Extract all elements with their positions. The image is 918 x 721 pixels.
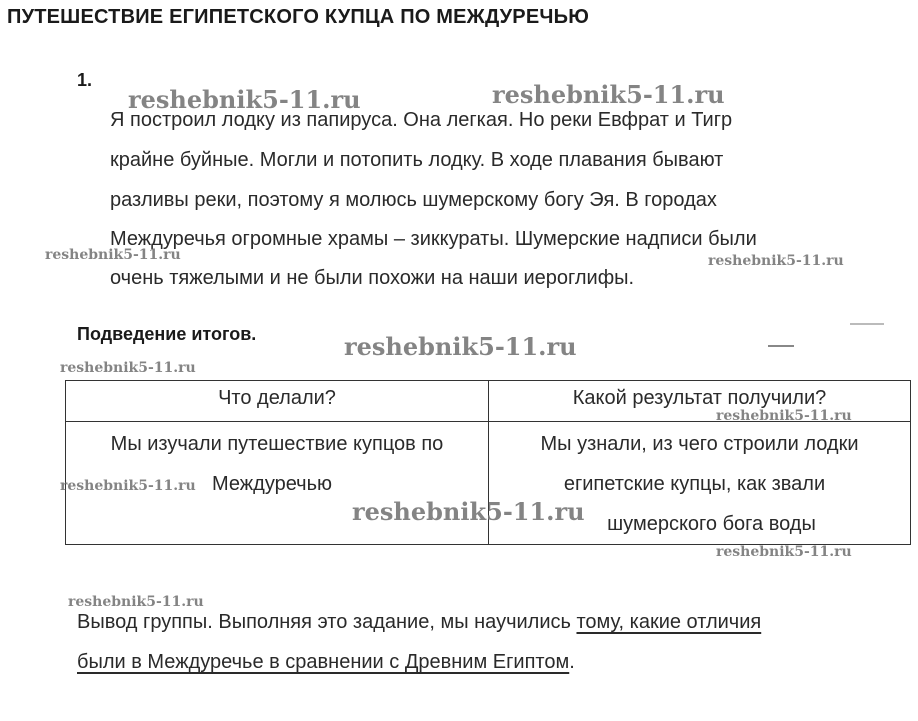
table-cell-right <box>489 422 911 545</box>
table-header-cell: Что делали? <box>66 381 489 422</box>
watermark: reshebnik5-11.ru <box>344 332 577 361</box>
watermark: reshebnik5-11.ru <box>352 497 585 526</box>
task-text-line: очень тяжелыми и не были похожи на наши иероглифы. <box>110 267 635 289</box>
watermark: reshebnik5-11.ru <box>45 247 181 263</box>
page-title: ПУТЕШЕСТВИЕ ЕГИПЕТСКОГО КУПЦА ПО МЕЖДУРЕЧЬЮ <box>7 6 590 28</box>
conclusion-suffix: . <box>569 651 575 673</box>
watermark: reshebnik5-11.ru <box>60 478 196 494</box>
task-text-line: Я построил лодку из папируса. Она легкая. Но реки Евфрат и Тигр <box>110 109 733 131</box>
table-header-cell: Какой результат получили? <box>489 381 911 422</box>
watermark: reshebnik5-11.ru <box>60 360 196 376</box>
watermark: reshebnik5-11.ru <box>708 253 844 269</box>
conclusion-underlined-2: были в Междуречье в сравнении с Древним Египтом <box>77 651 570 673</box>
conclusion-prefix: Вывод группы. Выполняя это задание, мы научились <box>77 611 577 633</box>
cell-text-line: египетские купцы, как звали <box>563 473 826 495</box>
cell-text-line: Мы узнали, из чего строили лодки <box>540 433 859 455</box>
watermark: reshebnik5-11.ru <box>68 594 204 610</box>
watermark: reshebnik5-11.ru <box>716 408 852 424</box>
stray-mark <box>850 323 884 325</box>
watermark: reshebnik5-11.ru <box>716 544 852 560</box>
stray-mark <box>768 345 794 347</box>
cell-text-line: шумерского бога воды <box>607 513 816 535</box>
task-number: 1. <box>77 70 93 90</box>
conclusion-underlined-1: тому, какие отличия <box>576 611 762 633</box>
cell-text-line: Мы изучали путешествие купцов по <box>110 433 444 455</box>
task-text-line: разливы реки, поэтому я молюсь шумерскому богу Эя. В городах <box>110 189 717 211</box>
watermark: reshebnik5-11.ru <box>128 85 361 114</box>
summary-heading: Подведение итогов. <box>77 324 257 344</box>
task-text-line: Междуречья огромные храмы – зиккураты. Шумерские надписи были <box>110 228 757 250</box>
conclusion-line-1 <box>77 610 761 634</box>
conclusion-line-2 <box>77 650 575 674</box>
task-text-line: крайне буйные. Могли и потопить лодку. В ходе плавания бывают <box>110 149 724 171</box>
cell-text-line: Междуречью <box>211 473 333 495</box>
watermark: reshebnik5-11.ru <box>492 80 725 109</box>
